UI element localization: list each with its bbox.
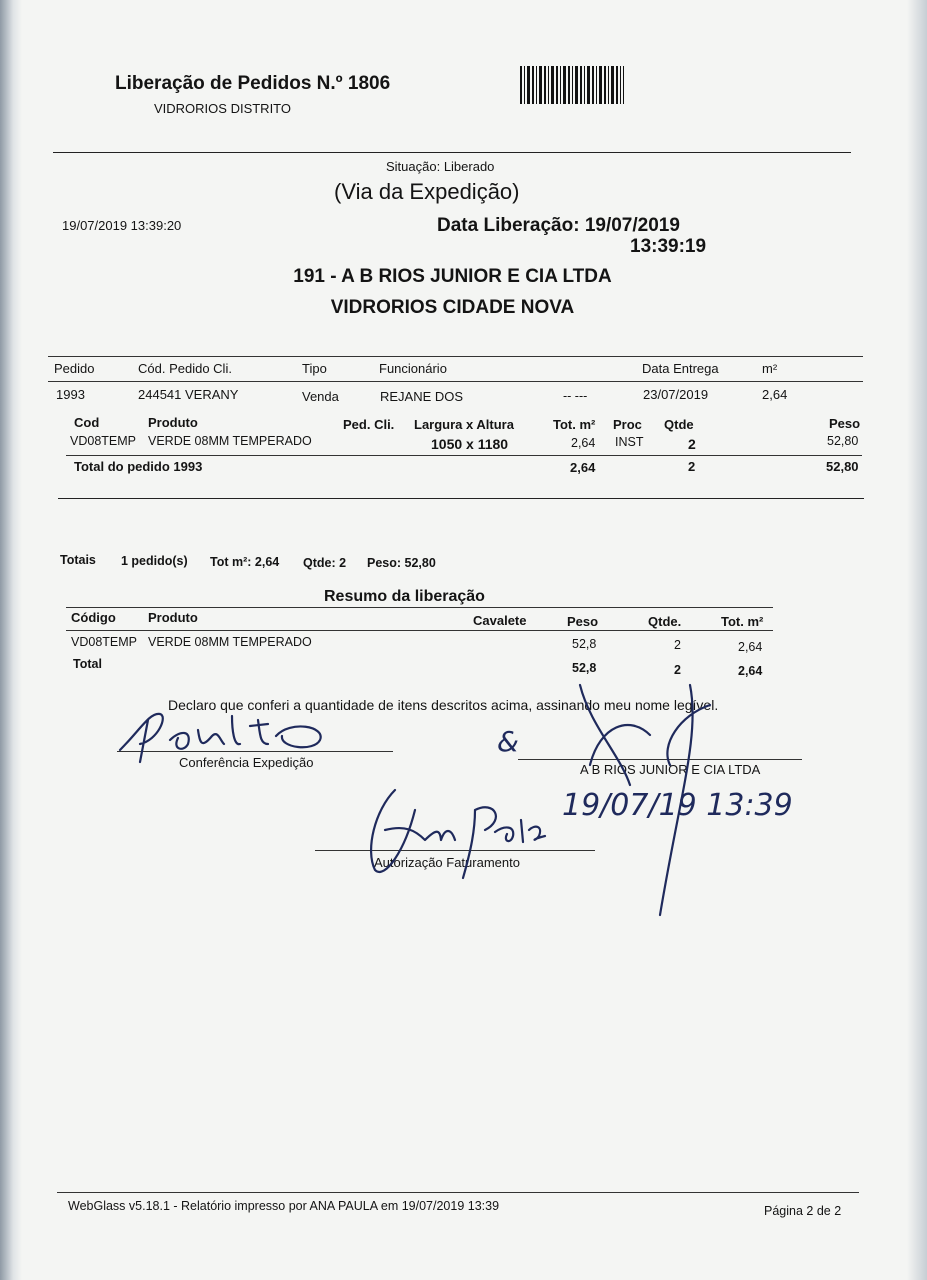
summary-qty: 2 <box>674 638 681 652</box>
client-store: VIDRORIOS CIDADE NOVA <box>330 297 575 318</box>
document-title: Liberação de Pedidos N.º 1806 <box>115 73 391 94</box>
totals-weight: Peso: 52,80 <box>367 556 436 570</box>
summary-total-label: Total <box>73 657 102 671</box>
order-m2: 2,64 <box>762 387 788 402</box>
footer-page-number: Página 2 de 2 <box>764 1204 842 1218</box>
copy-type: (Via da Expedição) <box>334 179 520 204</box>
summary-col-codigo: Código <box>71 610 116 625</box>
signature-label-company: A B RIOS JUNIOR E CIA LTDA <box>580 762 761 777</box>
summary-weight: 52,8 <box>572 637 597 651</box>
client-name: 191 - A B RIOS JUNIOR E CIA LTDA <box>293 266 612 287</box>
item-col-ped-cli: Ped. Cli. <box>343 417 395 432</box>
summary-code: VD08TEMP <box>71 635 137 649</box>
summary-col-tot-m2: Tot. m² <box>721 614 764 629</box>
handwritten-datetime: 19/07/19 13:39 <box>562 788 793 823</box>
signature-label-conferencia: Conferência Expedição <box>179 755 314 770</box>
col-cod-pedido-cli: Cód. Pedido Cli. <box>138 361 232 376</box>
col-tipo: Tipo <box>302 361 327 376</box>
col-funcionario: Funcionário <box>379 361 447 376</box>
handwritten-signature-ana-paula <box>345 770 565 885</box>
item-col-qtde: Qtde <box>664 417 694 432</box>
col-pedido: Pedido <box>54 361 95 376</box>
footer-printed-by: WebGlass v5.18.1 - Relatório impresso por ANA PAULA em 19/07/2019 13:39 <box>68 1199 500 1213</box>
summary-col-cavalete: Cavalete <box>473 613 527 628</box>
totals-qty: Qtde: 2 <box>303 556 347 570</box>
item-proc: INST <box>615 435 644 449</box>
order-total-weight: 52,80 <box>826 459 859 474</box>
order-delivery-date: 23/07/2019 <box>643 387 709 402</box>
print-datetime: 19/07/2019 13:39:20 <box>62 218 182 233</box>
item-qty: 2 <box>688 436 696 452</box>
order-bottom-rule <box>58 498 864 499</box>
initials-mark: & <box>497 725 519 758</box>
signature-label-autorizacao: Autorização Faturamento <box>374 855 520 870</box>
totals-orders: 1 pedido(s) <box>121 554 188 568</box>
summary-col-qtde: Qtde. <box>648 614 682 629</box>
order-client-code: 244541 VERANY <box>138 387 239 402</box>
summary-total-weight: 52,8 <box>572 661 597 675</box>
summary-total-tot-m2: 2,64 <box>738 664 763 678</box>
footer-rule <box>57 1192 859 1193</box>
release-date: Data Liberação: 19/07/2019 <box>437 215 680 236</box>
order-header-rule <box>48 381 863 382</box>
summary-top-rule <box>66 607 773 608</box>
item-tot-m2: 2,64 <box>571 436 596 450</box>
summary-col-peso: Peso <box>567 614 599 629</box>
col-m2: m² <box>762 361 778 376</box>
order-number: 1993 <box>56 387 85 402</box>
order-type: Venda <box>302 389 339 404</box>
summary-header-rule <box>66 630 773 631</box>
summary-tot-m2: 2,64 <box>738 640 763 654</box>
item-col-peso: Peso <box>829 416 861 431</box>
barcode <box>520 66 624 104</box>
declaration-text: Declaro que conferi a quantidade de itens descritos acima, assinando meu nome legível. <box>168 697 719 713</box>
summary-title: Resumo da liberação <box>324 588 485 605</box>
item-col-produto: Produto <box>148 415 198 430</box>
header-divider <box>53 152 851 153</box>
release-time: 13:39:19 <box>630 236 707 257</box>
totals-m2: Tot m²: 2,64 <box>210 555 280 569</box>
order-employee: REJANE DOS <box>380 389 464 404</box>
item-code: VD08TEMP <box>70 434 136 448</box>
status-text: Situação: Liberado <box>386 159 495 174</box>
summary-product: VERDE 08MM TEMPERADO <box>148 635 312 649</box>
item-dimensions: 1050 x 1180 <box>431 436 509 452</box>
order-table-top-rule <box>48 356 863 357</box>
handwritten-signature-paulo <box>100 700 350 770</box>
company-subtitle: VIDRORIOS DISTRITO <box>154 101 291 116</box>
item-col-largura-altura: Largura x Altura <box>414 417 514 432</box>
totals-label: Totais <box>60 553 96 567</box>
page-right-shadow <box>907 0 927 1280</box>
col-data-entrega: Data Entrega <box>642 361 719 376</box>
summary-total-qty: 2 <box>674 663 681 677</box>
order-total-label: Total do pedido 1993 <box>74 459 203 474</box>
total-rule <box>66 455 862 456</box>
item-weight: 52,80 <box>827 434 859 448</box>
item-col-proc: Proc <box>613 417 642 432</box>
item-col-tot-m2: Tot. m² <box>553 417 596 432</box>
page-left-shadow <box>0 0 22 1280</box>
summary-col-produto: Produto <box>148 610 198 625</box>
item-col-cod: Cod <box>74 415 100 430</box>
order-total-m2: 2,64 <box>570 460 596 475</box>
order-dashes: -- --- <box>563 389 588 403</box>
item-product: VERDE 08MM TEMPERADO <box>148 434 312 448</box>
order-total-qty: 2 <box>688 459 696 474</box>
